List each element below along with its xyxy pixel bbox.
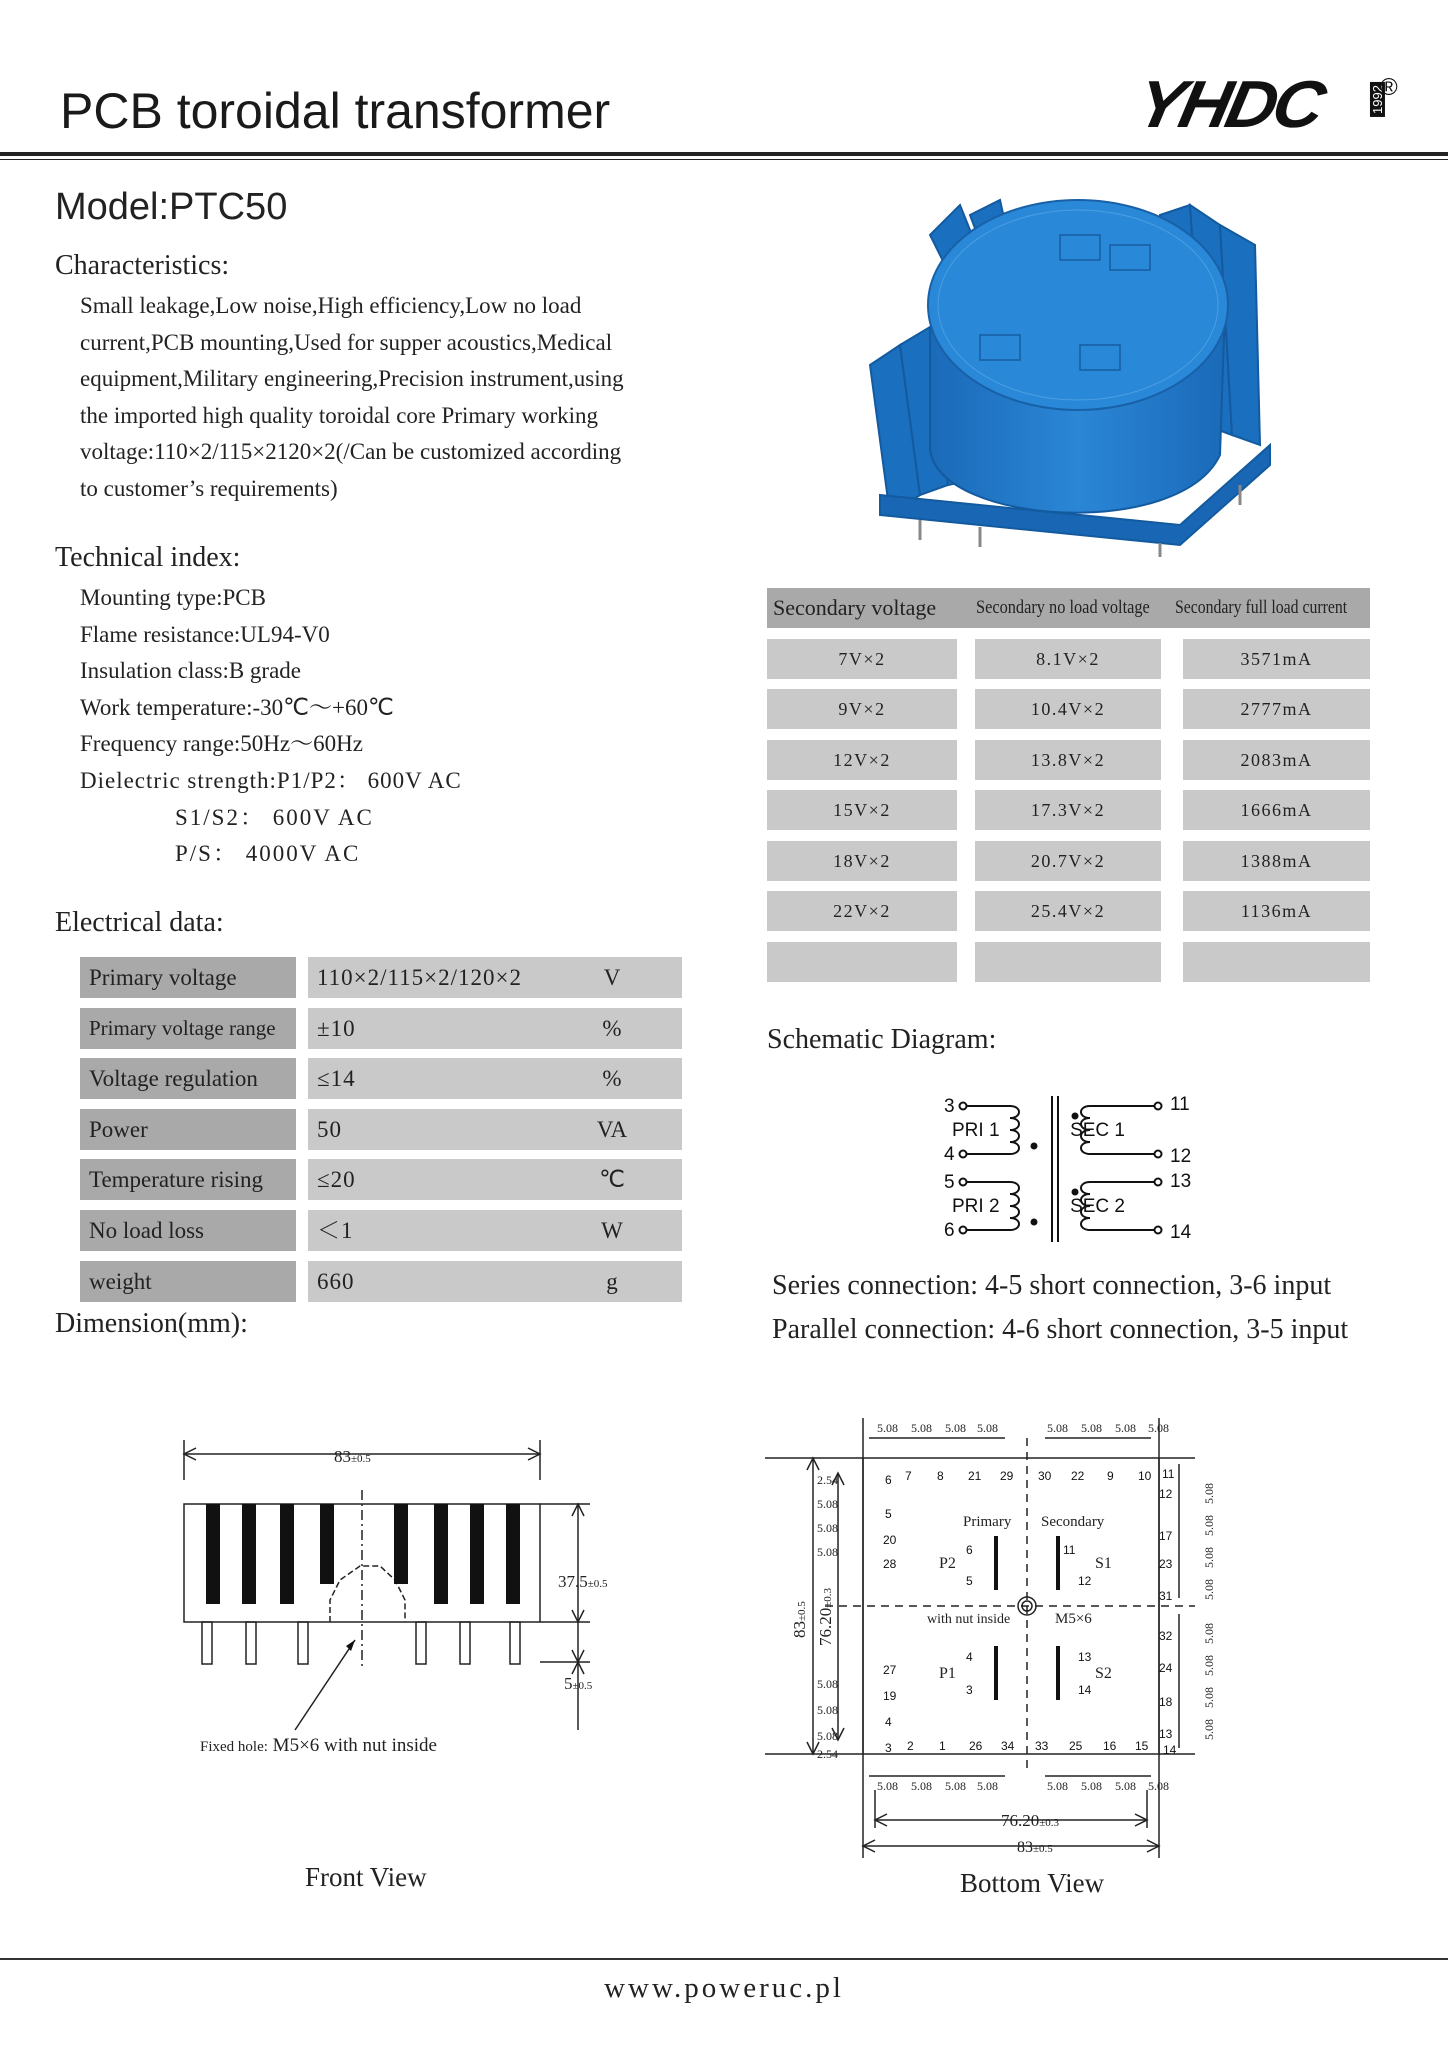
row-label: Voltage regulation xyxy=(80,1058,296,1099)
cell: 25.4V×2 xyxy=(975,891,1161,931)
pitch-label: 5.08 xyxy=(945,1779,966,1793)
cell: 2083mA xyxy=(1183,740,1370,780)
pin-label: 18 xyxy=(1159,1695,1173,1709)
inner-width-label: 76.20±0.3 xyxy=(1001,1811,1060,1830)
secondary-label: Secondary xyxy=(1041,1514,1105,1530)
cell: 1388mA xyxy=(1183,841,1370,881)
row-label: Primary voltage xyxy=(80,957,296,998)
cell: 3571mA xyxy=(1183,639,1370,679)
pin-12-label: 12 xyxy=(1170,1146,1192,1167)
pin-14-label: 14 xyxy=(1170,1222,1192,1243)
technical-list xyxy=(80,580,462,873)
front-view-caption: Front View xyxy=(305,1862,427,1892)
row-label: Power xyxy=(80,1109,296,1150)
pin-4-label: 4 xyxy=(944,1144,955,1165)
primary-label: Primary xyxy=(963,1514,1012,1530)
pin-label: 15 xyxy=(1135,1739,1149,1753)
front-view-drawing xyxy=(170,1440,630,1770)
tech-item: Frequency range:50Hz～60Hz xyxy=(80,731,363,757)
header-rule-thin xyxy=(0,159,1448,160)
pin-label: 21 xyxy=(968,1469,982,1483)
cell: 8.1V×2 xyxy=(975,639,1161,679)
table-header xyxy=(767,588,1370,628)
pin-label: 34 xyxy=(1001,1739,1015,1753)
pitch-label: 5.08 xyxy=(1202,1547,1216,1568)
pitch-label: 5.08 xyxy=(817,1497,838,1511)
winding-pin: 12 xyxy=(1078,1574,1092,1588)
pin-label: 22 xyxy=(1071,1469,1085,1483)
pitch-label: 5.08 xyxy=(1202,1579,1216,1600)
pitch-label: 5.08 xyxy=(1148,1421,1169,1435)
row-value: ≤14 xyxy=(308,1058,682,1099)
pin-label: 29 xyxy=(1000,1469,1014,1483)
pitch-label: 5.08 xyxy=(817,1729,838,1743)
pitch-label: 5.08 xyxy=(817,1703,838,1717)
sec2-label: SEC 2 xyxy=(1070,1196,1125,1217)
overall-width-label: 83±0.5 xyxy=(1017,1839,1053,1856)
pin-label: 10 xyxy=(1138,1469,1152,1483)
winding-pin: 11 xyxy=(1063,1543,1076,1557)
cell: 15V×2 xyxy=(767,790,957,830)
winding-pin: 5 xyxy=(966,1574,973,1588)
row-value: 660 xyxy=(308,1261,682,1302)
pri2-label: PRI 2 xyxy=(952,1196,1000,1217)
footer-url[interactable]: www.poweruc.pl xyxy=(604,1972,844,2004)
pin-label: 16 xyxy=(1103,1739,1117,1753)
cell: 18V×2 xyxy=(767,841,957,881)
pitch-label: 5.08 xyxy=(1202,1655,1216,1676)
pin-label: 20 xyxy=(883,1533,897,1547)
char-line: Small leakage,Low noise,High efficiency,Low no load xyxy=(80,293,582,318)
cell xyxy=(767,942,957,982)
edge-label: 2.54 xyxy=(817,1473,838,1487)
p2-label: P2 xyxy=(939,1555,956,1572)
pitch-label: 5.08 xyxy=(817,1677,838,1691)
pin-label: 26 xyxy=(969,1739,983,1753)
tech-item: S1/S2： 600V AC xyxy=(175,804,374,830)
footer-rule xyxy=(0,1958,1448,1960)
logo-registered: ® xyxy=(1380,74,1398,101)
logo-year: 1992 xyxy=(1370,82,1385,117)
pitch-label: 5.08 xyxy=(911,1779,932,1793)
front-height-label: 37.5±0.5 xyxy=(558,1572,608,1591)
cell: 22V×2 xyxy=(767,891,957,931)
schematic-heading: Schematic Diagram: xyxy=(767,1024,997,1055)
page-title: PCB toroidal transformer xyxy=(60,83,611,139)
front-width-label: 83±0.5 xyxy=(334,1447,371,1466)
pitch-label: 5.08 xyxy=(1081,1779,1102,1793)
p1-label: P1 xyxy=(939,1665,956,1682)
pitch-label: 5.08 xyxy=(977,1779,998,1793)
pitch-label: 5.08 xyxy=(877,1421,898,1435)
winding-pin: 13 xyxy=(1078,1650,1092,1664)
pin-label: 19 xyxy=(883,1689,897,1703)
pitch-label: 5.08 xyxy=(945,1421,966,1435)
product-photo xyxy=(860,195,1280,560)
tech-item: P/S： 4000V AC xyxy=(175,841,361,867)
row-unit: g xyxy=(606,1268,618,1294)
row-label: No load loss xyxy=(80,1210,296,1251)
pin-label: 27 xyxy=(883,1663,897,1677)
cell: 1666mA xyxy=(1183,790,1370,830)
pri1-label: PRI 1 xyxy=(952,1120,1000,1141)
winding-pin: 4 xyxy=(966,1650,973,1664)
pin-label: 11 xyxy=(1162,1467,1175,1481)
pin-label: 24 xyxy=(1159,1661,1173,1675)
pin-label: 2 xyxy=(907,1739,914,1753)
characteristics-text xyxy=(80,288,670,507)
row-unit: % xyxy=(602,1066,622,1092)
pin-label: 7 xyxy=(905,1469,912,1483)
row-unit: VA xyxy=(596,1116,628,1142)
pitch-label: 5.08 xyxy=(1202,1483,1216,1504)
pin-label: 8 xyxy=(937,1469,944,1483)
nut-label: with nut inside xyxy=(927,1612,1011,1627)
table-row xyxy=(767,740,1370,780)
row-value: 50 xyxy=(308,1109,682,1150)
technical-heading: Technical index: xyxy=(55,542,241,573)
header-rule xyxy=(0,152,1448,156)
pin-label: 9 xyxy=(1107,1469,1114,1483)
sec1-label: SEC 1 xyxy=(1070,1120,1125,1141)
pitch-label: 5.08 xyxy=(1047,1779,1068,1793)
pin-5-label: 5 xyxy=(944,1172,955,1193)
winding-pin: 3 xyxy=(966,1683,973,1697)
pin-label: 17 xyxy=(1159,1529,1173,1543)
cell: 17.3V×2 xyxy=(975,790,1161,830)
bottom-view-caption: Bottom View xyxy=(960,1868,1105,1898)
pitch-label: 5.08 xyxy=(877,1779,898,1793)
char-line: equipment,Military engineering,Precision instrument,using xyxy=(80,366,624,391)
series-connection-note: Series connection: 4-5 short connection, 3-6 input xyxy=(772,1270,1332,1301)
winding-pin: 6 xyxy=(966,1543,973,1557)
pin-label: 25 xyxy=(1069,1739,1083,1753)
pitch-label: 5.08 xyxy=(977,1421,998,1435)
table-row xyxy=(767,689,1370,729)
table-row xyxy=(767,841,1370,881)
cell xyxy=(975,942,1161,982)
pitch-label: 5.08 xyxy=(1202,1687,1216,1708)
row-unit: % xyxy=(602,1015,622,1041)
table-row xyxy=(767,942,1370,982)
pin-label: 14 xyxy=(1163,1743,1177,1757)
fixed-hole-note xyxy=(200,1735,437,1757)
row-unit: V xyxy=(603,965,621,990)
pin-label: 13 xyxy=(1159,1727,1173,1741)
cell: 9V×2 xyxy=(767,689,957,729)
pitch-label: 5.08 xyxy=(1148,1779,1169,1793)
header-secondary-voltage: Secondary voltage xyxy=(773,595,937,620)
char-line: to customer’s requirements) xyxy=(80,475,338,501)
tech-item: Flame resistance:UL94-V0 xyxy=(80,621,330,647)
row-value: 110×2/115×2/120×2 xyxy=(308,957,682,998)
electrical-heading: Electrical data: xyxy=(55,907,224,938)
logo-text: YHDC xyxy=(1130,66,1329,142)
pin-label: 33 xyxy=(1035,1739,1049,1753)
characteristics-heading: Characteristics: xyxy=(55,250,230,281)
bottom-view-drawing xyxy=(765,1418,1245,1858)
tech-item: Dielectric strength:P1/P2： 600V AC xyxy=(80,767,462,793)
char-line: the imported high quality toroidal core Primary working xyxy=(80,402,599,428)
pin-label: 1 xyxy=(939,1739,946,1753)
pin-label: 28 xyxy=(883,1557,897,1571)
pitch-label: 5.08 xyxy=(1115,1421,1136,1435)
pin-6-label: 6 xyxy=(944,1220,955,1241)
tech-item: Work temperature:-30℃～+60℃ xyxy=(80,694,394,720)
pin-label: 30 xyxy=(1038,1469,1052,1483)
table-row xyxy=(767,790,1370,830)
char-line: voltage:110×2/115×2120×2(/Can be customized according xyxy=(80,439,622,464)
pitch-label: 5.08 xyxy=(1081,1421,1102,1435)
tech-item: Insulation class:B grade xyxy=(80,658,302,684)
overall-height-label: 83±0.5 xyxy=(790,1601,809,1638)
dimension-heading: Dimension(mm): xyxy=(55,1308,248,1339)
pin-label: 4 xyxy=(885,1715,892,1729)
s2-label: S2 xyxy=(1095,1665,1112,1682)
row-value: ≤20 xyxy=(308,1159,682,1200)
pin-label: 23 xyxy=(1159,1557,1173,1571)
row-label: Primary voltage range xyxy=(80,1008,296,1049)
pitch-label: 5.08 xyxy=(1115,1779,1136,1793)
pin-11-label: 11 xyxy=(1170,1094,1190,1115)
secondary-table xyxy=(767,588,1370,982)
table-row xyxy=(767,639,1370,679)
winding-pin: 14 xyxy=(1078,1683,1092,1697)
cell: 10.4V×2 xyxy=(975,689,1161,729)
pin-13-label: 13 xyxy=(1170,1171,1192,1192)
cell: 2777mA xyxy=(1183,689,1370,729)
edge-label: 2.54 xyxy=(817,1747,838,1761)
s1-label: S1 xyxy=(1095,1555,1112,1572)
fixed-hole-spec: M5×6 with nut inside xyxy=(272,1735,437,1756)
pitch-label: 5.08 xyxy=(817,1545,838,1559)
fixed-hole-prefix: Fixed hole: xyxy=(200,1739,268,1755)
char-line: current,PCB mounting,Used for supper acoustics,Medical xyxy=(80,329,613,355)
cell xyxy=(1183,942,1370,982)
pin-3-label: 3 xyxy=(944,1096,955,1117)
row-value: ±10 xyxy=(308,1008,682,1049)
front-pin-label: 5±0.5 xyxy=(564,1674,593,1693)
parallel-connection-note: Parallel connection: 4-6 short connection, 3-5 input xyxy=(772,1314,1349,1345)
model-name: Model:PTC50 xyxy=(55,186,288,228)
table-row xyxy=(767,891,1370,931)
pin-label: 6 xyxy=(885,1473,892,1487)
schematic-diagram xyxy=(930,1090,1200,1250)
row-label: Temperature rising xyxy=(80,1159,296,1200)
row-label: weight xyxy=(80,1261,296,1302)
inner-height-label: 76.20±0.3 xyxy=(816,1587,835,1646)
pin-label: 31 xyxy=(1159,1589,1173,1603)
row-unit: W xyxy=(601,1217,623,1243)
pin-label: 12 xyxy=(1159,1487,1173,1501)
row-value: ＜1 xyxy=(308,1210,682,1251)
brand-logo xyxy=(1130,66,1408,142)
cell: 1136mA xyxy=(1183,891,1370,931)
cell: 7V×2 xyxy=(767,639,957,679)
pin-label: 32 xyxy=(1159,1629,1173,1643)
row-unit: ℃ xyxy=(599,1167,625,1193)
pitch-label: 5.08 xyxy=(1202,1623,1216,1644)
bolt-label: M5×6 xyxy=(1055,1611,1092,1627)
cell: 12V×2 xyxy=(767,740,957,780)
pitch-label: 5.08 xyxy=(911,1421,932,1435)
pin-label: 3 xyxy=(885,1741,892,1755)
header-full-load-current: Secondary full load current xyxy=(1175,597,1348,618)
pitch-label: 5.08 xyxy=(1047,1421,1068,1435)
header-no-load-voltage: Secondary no load voltage xyxy=(976,597,1150,618)
cell: 13.8V×2 xyxy=(975,740,1161,780)
pitch-label: 5.08 xyxy=(817,1521,838,1535)
tech-item: Mounting type:PCB xyxy=(80,585,266,610)
pin-label: 5 xyxy=(885,1507,892,1521)
cell: 20.7V×2 xyxy=(975,841,1161,881)
pitch-label: 5.08 xyxy=(1202,1719,1216,1740)
pitch-label: 5.08 xyxy=(1202,1515,1216,1536)
